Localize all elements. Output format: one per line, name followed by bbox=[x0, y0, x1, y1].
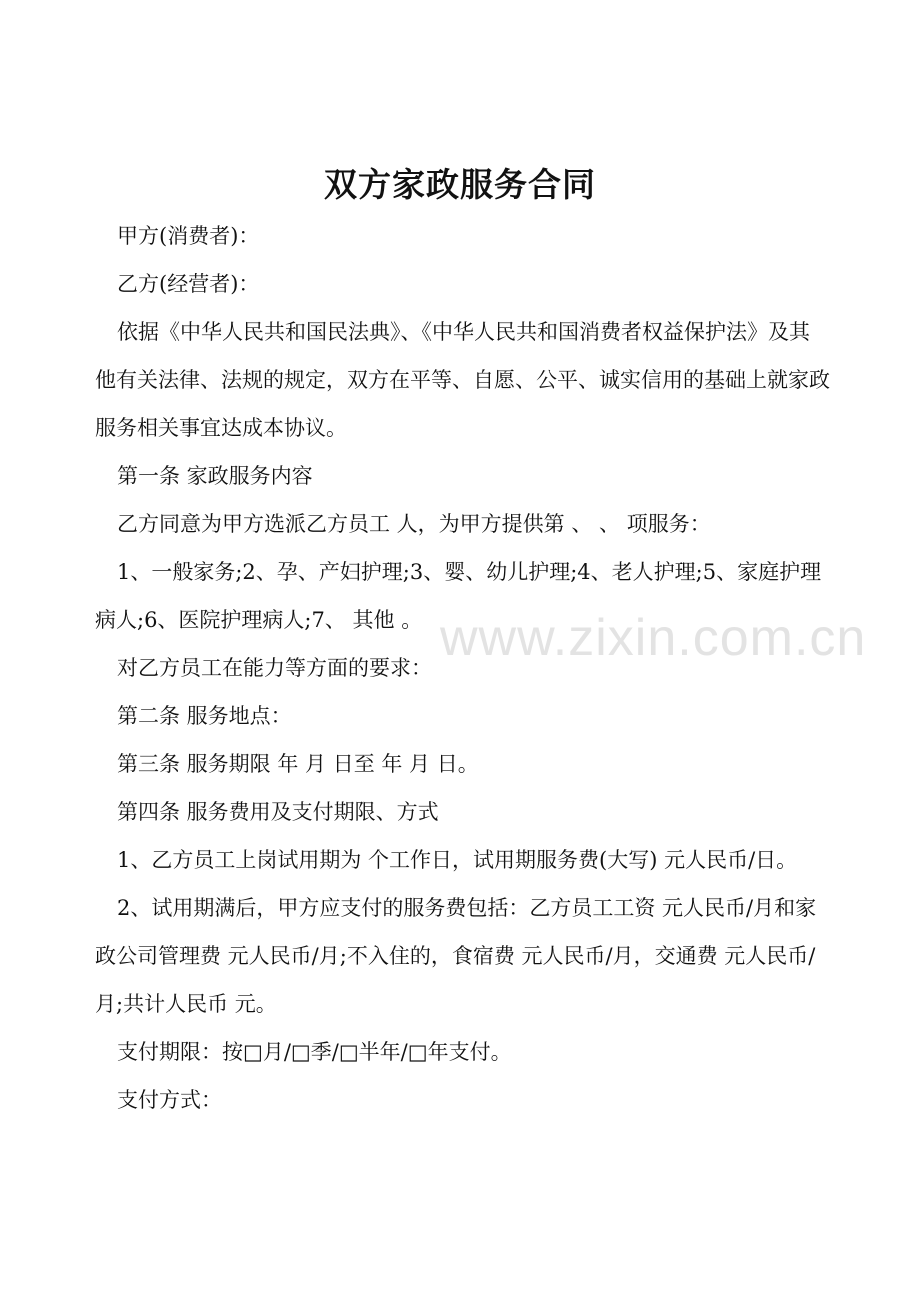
party-a-line: 甲方(消费者)： bbox=[117, 224, 260, 248]
payment-period-line: 支付期限：按□月/□季/□半年/□年支付。 bbox=[117, 1040, 512, 1064]
preamble-paragraph: 依据《中华人民共和国民法典》、《中华人民共和国消费者权益保护法》及其他有关法律、法规的规定，双方在平等、自愿、公平、诚实信用的基础上就家政服务相关事宜达成本协议。 bbox=[95, 320, 830, 440]
article-2-heading: 第二条 服务地点： bbox=[117, 704, 292, 728]
staff-requirements-line: 对乙方员工在能力等方面的要求： bbox=[117, 656, 432, 680]
article-4-heading: 第四条 服务费用及支付期限、方式 bbox=[117, 800, 439, 824]
document-title: 双方家政服务合同 bbox=[324, 165, 596, 204]
service-fee-paragraph: 2、试用期满后，甲方应支付的服务费包括：乙方员工工资 元人民币/月和家政公司管理费 元人民币/月;不入住的，食宿费 元人民币/月，交通费 元人民币/月;共计人民币 元。 bbox=[95, 896, 817, 1016]
article-1-text: 乙方同意为甲方选派乙方员工 人，为甲方提供第 、 、 项服务： bbox=[117, 512, 711, 536]
article-1-heading: 第一条 家政服务内容 bbox=[117, 464, 313, 488]
party-b-line: 乙方(经营者)： bbox=[117, 272, 260, 296]
trial-period-paragraph: 1、乙方员工上岗试用期为 个工作日，试用期服务费(大写) 元人民币/日。 bbox=[117, 848, 798, 872]
service-list-paragraph: 1、一般家务;2、孕、产妇护理;3、婴、幼儿护理;4、老人护理;5、家庭护理病人;6、医院护理病人;7、 其他 。 bbox=[95, 560, 822, 632]
document-body bbox=[95, 212, 830, 1124]
article-3-heading: 第三条 服务期限 年 月 日至 年 月 日。 bbox=[117, 752, 479, 776]
payment-method-line: 支付方式： bbox=[117, 1088, 222, 1112]
watermark: www.zixin.com.cn bbox=[440, 609, 867, 667]
